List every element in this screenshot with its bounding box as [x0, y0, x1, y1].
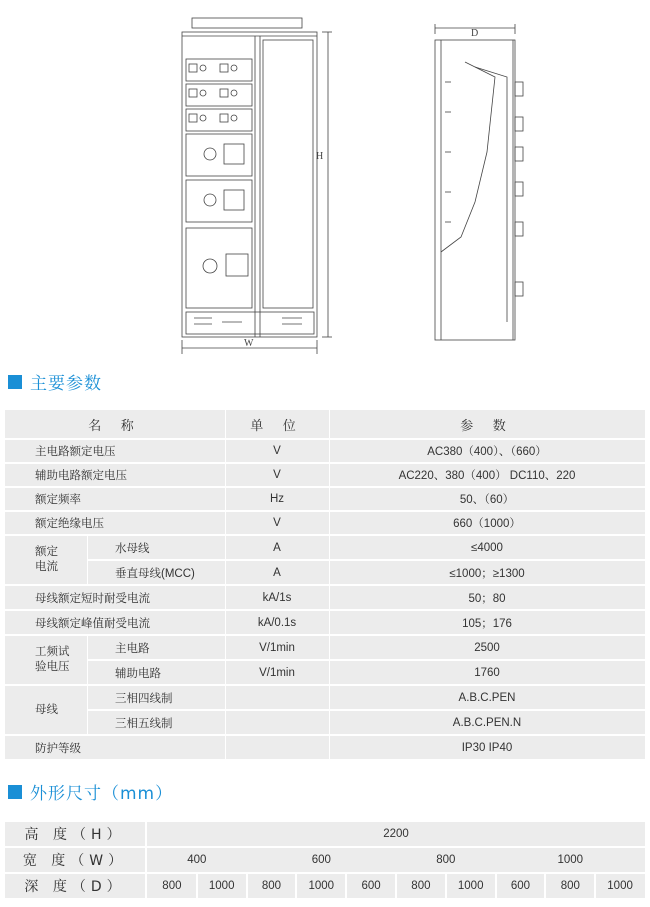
param-unit: V [273, 517, 281, 529]
header-value: 参 数 [460, 417, 514, 433]
width-value: 1000 [557, 854, 584, 866]
params-section-header [8, 369, 102, 394]
param-unit: V/1min [259, 641, 295, 654]
param-name: 水母线 [115, 542, 150, 555]
param-name: 三相五线制 [115, 717, 173, 730]
param-name: 母线额定短时耐受电流 [35, 592, 150, 605]
param-unit: Hz [269, 493, 285, 505]
params-table-row [5, 611, 645, 634]
depth-value: 600 [361, 880, 381, 892]
depth-label: 深 度（D） [24, 879, 126, 895]
param-value: 660（1000） [453, 518, 521, 530]
param-unit: V/1min [259, 666, 295, 679]
param-value: ≤4000 [471, 541, 503, 554]
depth-value: 800 [411, 880, 431, 892]
param-value: 50、（60） [459, 494, 515, 506]
param-name: 额定绝缘电压 [35, 518, 104, 530]
param-value: 50；80 [468, 592, 506, 605]
header-unit: 单 位 [250, 417, 304, 433]
params-table-row [5, 736, 645, 759]
param-name: 垂直母线(MCC) [115, 567, 195, 580]
param-name: 防护等级 [35, 742, 81, 755]
params-table-row [5, 586, 645, 609]
depth-value: 1000 [308, 880, 335, 892]
params-table-row [5, 464, 645, 486]
param-unit [225, 686, 329, 709]
height-row [5, 822, 645, 846]
params-table-row [5, 512, 645, 534]
width-dimension-label: W [244, 338, 254, 349]
param-name: 主电路 [115, 642, 150, 655]
depth-value: 600 [510, 880, 531, 892]
side-view-drawing [425, 22, 540, 352]
param-unit: kA/1s [262, 591, 292, 604]
param-name: 辅助电路 [115, 667, 161, 680]
param-value: ≤1000；≥1300 [449, 567, 525, 580]
param-value: AC380（400）、（660） [427, 446, 547, 458]
width-value: 800 [436, 854, 456, 866]
params-table-row [5, 440, 645, 462]
param-unit [225, 711, 329, 734]
params-section-title: 主要参数 [30, 374, 102, 394]
param-value: IP30 IP40 [461, 741, 513, 754]
param-group-label: 额定 电流 [5, 536, 87, 584]
depth-dimension-label: D [471, 28, 479, 39]
depth-value: 800 [560, 880, 580, 892]
param-group-label: 母线 [5, 686, 87, 734]
params-table-row [5, 636, 645, 659]
param-unit [225, 736, 329, 759]
param-value: 1760 [474, 666, 500, 679]
depth-value: 800 [162, 880, 182, 892]
param-name: 辅助电路额定电压 [35, 470, 127, 482]
param-unit: A [273, 566, 281, 579]
width-value: 600 [311, 854, 331, 866]
width-value: 400 [187, 854, 207, 866]
params-table-row [5, 488, 645, 510]
height-value: 2200 [383, 828, 409, 840]
param-value: 2500 [474, 641, 500, 654]
section-marker-icon [8, 785, 22, 799]
param-value: A.B.C.PEN.N [452, 716, 522, 729]
param-name: 母线额定峰值耐受电流 [35, 617, 150, 630]
params-table-header [5, 410, 645, 438]
width-label: 宽 度（W） [22, 853, 128, 869]
param-unit: kA/0.1s [257, 616, 297, 629]
params-table-row [5, 661, 645, 684]
section-marker-icon [8, 375, 22, 389]
params-table-row [5, 561, 645, 584]
header-name: 名 称 [88, 417, 142, 433]
param-unit: V [273, 445, 281, 457]
dims-section-header [8, 779, 173, 804]
dims-section-title: 外形尺寸（mm） [30, 784, 174, 804]
width-row [5, 848, 645, 872]
depth-value: 1000 [208, 880, 235, 892]
param-value: A.B.C.PEN [458, 691, 516, 704]
depth-value: 1000 [607, 880, 633, 892]
param-group-label: 工频试 验电压 [5, 636, 87, 684]
params-table-row [5, 686, 645, 709]
front-view-drawing [172, 14, 342, 360]
param-name: 主电路额定电压 [35, 446, 116, 458]
depth-value: 800 [261, 880, 282, 892]
param-unit: V [273, 469, 281, 481]
params-table-row [5, 711, 645, 734]
depth-value: 1000 [457, 880, 484, 892]
depth-row [5, 874, 645, 898]
param-name: 三相四线制 [115, 692, 173, 705]
height-label: 高 度（H） [24, 827, 126, 843]
param-value: AC220、380（400） DC110、220 [398, 470, 576, 482]
params-table-row [5, 536, 645, 559]
param-unit: A [273, 541, 281, 554]
height-dimension-label: H [316, 151, 324, 162]
param-name: 额定频率 [35, 494, 81, 506]
param-value: 105；176 [462, 617, 512, 630]
